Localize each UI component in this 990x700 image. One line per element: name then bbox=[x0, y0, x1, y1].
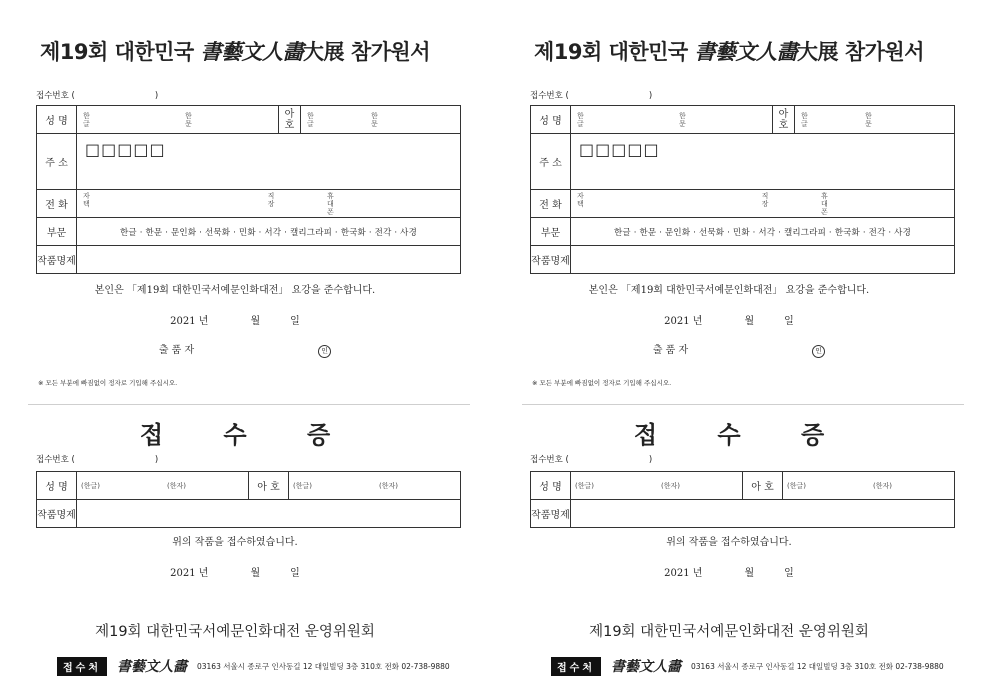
address-label: 주 소 bbox=[531, 134, 571, 190]
receipt-table bbox=[36, 471, 461, 528]
receipt-aho-field[interactable]: (한글) (한자) bbox=[783, 472, 955, 500]
seal-icon: 인 bbox=[812, 345, 825, 358]
receipt-table bbox=[530, 471, 955, 528]
committee-name: 제19회 대한민국서예문인화대전 운영위원회 bbox=[589, 624, 869, 640]
address-field[interactable] bbox=[77, 134, 461, 190]
instruction-note: ※ 모든 부분에 빠짐없이 정자로 기입해 주십시오. bbox=[38, 379, 178, 387]
receipt-work-title-field[interactable] bbox=[77, 500, 461, 528]
reception-badge: 접수처 bbox=[551, 657, 601, 676]
footer bbox=[57, 657, 470, 675]
receipt-name-label: 성 명 bbox=[531, 472, 571, 500]
brush-calligraphy-title: 書藝文人畵 bbox=[200, 39, 304, 64]
aho-field[interactable]: 한 글 한 문 bbox=[795, 106, 955, 134]
work-title-field[interactable] bbox=[571, 246, 955, 274]
form-title: 제19회 대한민국 書藝文人畵大展 참가원서 bbox=[533, 39, 925, 64]
receipt-number-field[interactable]: 접수번호 ( ) bbox=[530, 91, 653, 101]
instruction-note: ※ 모든 부분에 빠짐없이 정자로 기입해 주십시오. bbox=[532, 379, 672, 387]
name-field[interactable]: 한 글 한 문 bbox=[77, 106, 279, 134]
category-label: 부문 bbox=[37, 218, 77, 246]
applicant-signature: 출 품 자 인 bbox=[0, 341, 470, 358]
application-table bbox=[36, 105, 461, 274]
cut-line bbox=[28, 404, 470, 405]
receipt-date: 2021 년 월 일 bbox=[664, 568, 794, 579]
footer-address: 03163 서울시 종로구 인사동길 12 대일빌딩 3층 310호 전화 02-738-9880 bbox=[690, 661, 944, 671]
aho-label: 아 호 bbox=[773, 106, 795, 134]
work-title-field[interactable] bbox=[77, 246, 461, 274]
footer bbox=[551, 657, 964, 675]
receipt-number-field-2[interactable]: 접수번호 ( ) bbox=[530, 455, 653, 465]
application-table bbox=[530, 105, 955, 274]
receipt-aho-label: 아 호 bbox=[249, 472, 289, 500]
name-field[interactable]: 한 글 한 문 bbox=[571, 106, 773, 134]
receipt-title: 접 수 증 bbox=[633, 420, 851, 449]
phone-label: 전 화 bbox=[531, 190, 571, 218]
pledge-text: 본인은 「제19회 대한민국서예문인화대전」 요강을 준수합니다. bbox=[94, 285, 376, 296]
brush-calligraphy-title: 書藝文人畵 bbox=[694, 39, 798, 64]
category-label: 부문 bbox=[531, 218, 571, 246]
calligraphy-logo: 書藝文人畵 bbox=[116, 659, 187, 675]
address-field[interactable] bbox=[571, 134, 955, 190]
application-form-right bbox=[494, 0, 964, 700]
receipt-number-field-2[interactable]: 접수번호 ( ) bbox=[36, 455, 159, 465]
application-date: 2021 년 월 일 bbox=[170, 316, 300, 327]
pledge-text: 본인은 「제19회 대한민국서예문인화대전」 요강을 준수합니다. bbox=[588, 285, 870, 296]
address-label: 주 소 bbox=[37, 134, 77, 190]
name-label: 성 명 bbox=[531, 106, 571, 134]
category-options[interactable]: 한글 · 한문 · 문인화 · 선묵화 · 민화 · 서각 · 캘리그라피 · 한국화 · 전각 · 사경 bbox=[77, 218, 461, 246]
calligraphy-logo: 書藝文人畵 bbox=[610, 659, 681, 675]
work-title-label: 작품명제 bbox=[531, 246, 571, 274]
postal-code-boxes: □□□□□ bbox=[579, 140, 660, 159]
receipt-work-title-label: 작품명제 bbox=[37, 500, 77, 528]
phone-label: 전 화 bbox=[37, 190, 77, 218]
receipt-name-field[interactable]: (한글) (한자) bbox=[77, 472, 249, 500]
seal-icon: 인 bbox=[318, 345, 331, 358]
category-options[interactable]: 한글 · 한문 · 문인화 · 선묵화 · 민화 · 서각 · 캘리그라피 · 한국화 · 전각 · 사경 bbox=[571, 218, 955, 246]
reception-badge: 접수처 bbox=[57, 657, 107, 676]
receipt-aho-label: 아 호 bbox=[743, 472, 783, 500]
receipt-statement: 위의 작품을 접수하였습니다. bbox=[172, 537, 298, 548]
name-label: 성 명 bbox=[37, 106, 77, 134]
phone-field[interactable]: 자 택 직 장 휴 대 폰 bbox=[77, 190, 461, 218]
aho-label: 아 호 bbox=[279, 106, 301, 134]
receipt-statement: 위의 작품을 접수하였습니다. bbox=[666, 537, 792, 548]
receipt-number-field[interactable]: 접수번호 ( ) bbox=[36, 91, 159, 101]
application-date: 2021 년 월 일 bbox=[664, 316, 794, 327]
receipt-name-field[interactable]: (한글) (한자) bbox=[571, 472, 743, 500]
receipt-title: 접 수 증 bbox=[139, 420, 357, 449]
footer-address: 03163 서울시 종로구 인사동길 12 대일빌딩 3층 310호 전화 02-738-9880 bbox=[196, 661, 450, 671]
form-title: 제19회 대한민국 書藝文人畵大展 참가원서 bbox=[39, 39, 431, 64]
applicant-signature: 출 품 자 인 bbox=[494, 341, 964, 358]
aho-field[interactable]: 한 글 한 문 bbox=[301, 106, 461, 134]
cut-line bbox=[522, 404, 964, 405]
receipt-aho-field[interactable]: (한글) (한자) bbox=[289, 472, 461, 500]
receipt-date: 2021 년 월 일 bbox=[170, 568, 300, 579]
work-title-label: 작품명제 bbox=[37, 246, 77, 274]
receipt-name-label: 성 명 bbox=[37, 472, 77, 500]
receipt-work-title-label: 작품명제 bbox=[531, 500, 571, 528]
application-form-left bbox=[0, 0, 470, 700]
receipt-work-title-field[interactable] bbox=[571, 500, 955, 528]
committee-name: 제19회 대한민국서예문인화대전 운영위원회 bbox=[95, 624, 375, 640]
phone-field[interactable]: 자 택 직 장 휴 대 폰 bbox=[571, 190, 955, 218]
postal-code-boxes: □□□□□ bbox=[85, 140, 166, 159]
